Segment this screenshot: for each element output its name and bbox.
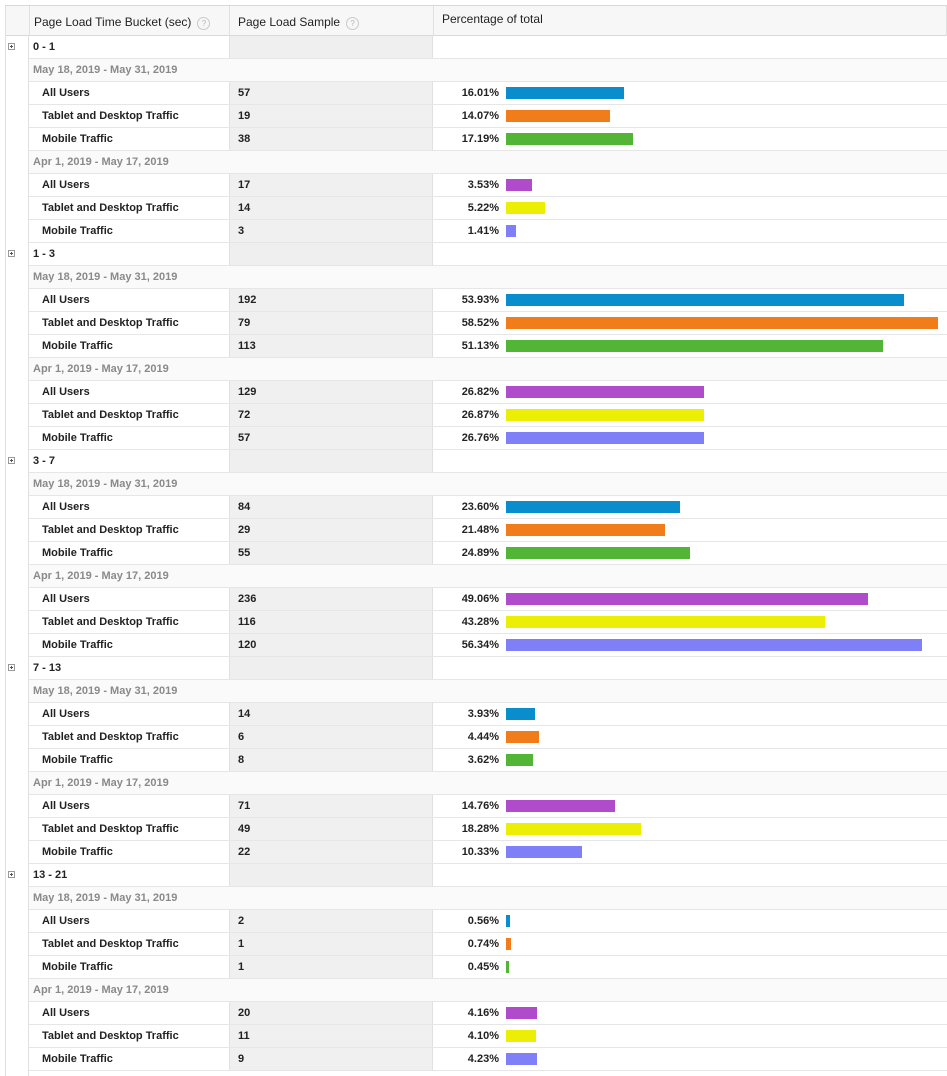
- percentage-bar: [506, 915, 510, 927]
- page-load-sample: 57: [229, 427, 433, 449]
- table-row[interactable]: [29, 611, 947, 634]
- percentage-value: 4.23%: [467, 1053, 499, 1065]
- bucket-label: 13 - 21: [33, 869, 68, 881]
- page-load-sample: 1: [229, 956, 433, 978]
- page-load-sample: 22: [229, 841, 433, 863]
- table-row[interactable]: [29, 634, 947, 657]
- date-range-label: Apr 1, 2019 - May 17, 2019: [33, 984, 169, 996]
- percentage-bar: [506, 938, 511, 950]
- percentage-value: 18.28%: [461, 823, 499, 835]
- page-load-sample: 38: [229, 128, 433, 150]
- segment-label: All Users: [42, 915, 90, 927]
- date-range-row: [29, 680, 947, 703]
- percentage-value: 3.53%: [467, 179, 499, 191]
- page-load-sample: 14: [229, 703, 433, 725]
- table-row[interactable]: [29, 197, 947, 220]
- percentage-value: 51.13%: [461, 340, 499, 352]
- date-range-row: [29, 565, 947, 588]
- segment-label: Tablet and Desktop Traffic: [42, 1030, 179, 1042]
- date-range-row: [29, 59, 947, 82]
- percentage-value: 16.01%: [461, 87, 499, 99]
- table-row[interactable]: [29, 933, 947, 956]
- page-load-sample: 113: [229, 335, 433, 357]
- date-range-label: May 18, 2019 - May 31, 2019: [33, 64, 178, 76]
- segment-label: All Users: [42, 593, 90, 605]
- percentage-value: 4.44%: [467, 731, 499, 743]
- date-range-label: May 18, 2019 - May 31, 2019: [33, 685, 178, 697]
- percentage-value: 43.28%: [461, 616, 499, 628]
- percentage-value: 1.41%: [467, 225, 499, 237]
- table-row[interactable]: [29, 1025, 947, 1048]
- page-load-sample: 116: [229, 611, 433, 633]
- percentage-bar: [506, 800, 615, 812]
- bucket-row[interactable]: [29, 657, 947, 680]
- segment-label: All Users: [42, 800, 90, 812]
- bucket-row[interactable]: [29, 243, 947, 266]
- segment-label: All Users: [42, 501, 90, 513]
- table-row[interactable]: [29, 496, 947, 519]
- table-row[interactable]: [29, 128, 947, 151]
- percentage-value: 5.22%: [467, 202, 499, 214]
- table-row[interactable]: [29, 82, 947, 105]
- column-header-label: Page Load Sample: [238, 15, 341, 29]
- page-load-sample: 192: [229, 289, 433, 311]
- help-icon[interactable]: ?: [197, 17, 210, 30]
- percentage-bar: [506, 225, 516, 237]
- date-range-row: [29, 151, 947, 174]
- page-load-sample: 72: [229, 404, 433, 426]
- help-icon[interactable]: ?: [346, 17, 359, 30]
- percentage-bar: [506, 1030, 536, 1042]
- percentage-bar: [506, 961, 509, 973]
- segment-label: Mobile Traffic: [42, 639, 113, 651]
- segment-label: Tablet and Desktop Traffic: [42, 938, 179, 950]
- table-row[interactable]: [29, 289, 947, 312]
- percentage-bar: [506, 616, 825, 628]
- column-header-percentage[interactable]: [433, 6, 947, 36]
- expand-column-header: [5, 6, 29, 36]
- table-row[interactable]: [29, 1002, 947, 1025]
- segment-label: All Users: [42, 1007, 90, 1019]
- percentage-value: 10.33%: [461, 846, 499, 858]
- percentage-bar: [506, 547, 690, 559]
- table-row[interactable]: [29, 312, 947, 335]
- segment-label: Mobile Traffic: [42, 340, 113, 352]
- page-load-sample: 8: [229, 749, 433, 771]
- bucket-row[interactable]: [29, 36, 947, 59]
- expand-icon[interactable]: [8, 43, 15, 50]
- date-range-row: [29, 358, 947, 381]
- percentage-value: 4.16%: [467, 1007, 499, 1019]
- table-row[interactable]: [29, 427, 947, 450]
- segment-label: Tablet and Desktop Traffic: [42, 524, 179, 536]
- bucket-sample-cell: [229, 450, 433, 472]
- column-header-label: Page Load Time Bucket (sec): [34, 15, 192, 29]
- percentage-bar: [506, 179, 532, 191]
- table-row[interactable]: [29, 956, 947, 979]
- percentage-bar: [506, 1007, 537, 1019]
- table-row[interactable]: [29, 381, 947, 404]
- percentage-bar: [506, 708, 535, 720]
- bucket-label: 7 - 13: [33, 662, 62, 674]
- percentage-value: 26.87%: [461, 409, 499, 421]
- table-row[interactable]: [29, 335, 947, 358]
- table-row[interactable]: [29, 404, 947, 427]
- segment-label: Mobile Traffic: [42, 1053, 113, 1065]
- page-load-sample: 2: [229, 910, 433, 932]
- expand-icon[interactable]: [8, 250, 15, 257]
- segment-label: Mobile Traffic: [42, 133, 113, 145]
- segment-label: Tablet and Desktop Traffic: [42, 317, 179, 329]
- percentage-bar: [506, 731, 539, 743]
- column-header-sample[interactable]: [229, 6, 433, 36]
- date-range-row: [29, 266, 947, 289]
- page-load-sample: 19: [229, 105, 433, 127]
- percentage-bar: [506, 294, 904, 306]
- segment-label: Tablet and Desktop Traffic: [42, 616, 179, 628]
- percentage-value: 3.62%: [467, 754, 499, 766]
- table-row[interactable]: [29, 588, 947, 611]
- percentage-bar: [506, 133, 633, 145]
- date-range-label: May 18, 2019 - May 31, 2019: [33, 892, 178, 904]
- percentage-value: 17.19%: [461, 133, 499, 145]
- date-range-row: [29, 772, 947, 795]
- page-load-sample: 1: [229, 933, 433, 955]
- page-load-sample: 79: [229, 312, 433, 334]
- segment-label: Tablet and Desktop Traffic: [42, 110, 179, 122]
- bucket-sample-cell: [229, 243, 433, 265]
- percentage-bar: [506, 317, 938, 329]
- percentage-value: 0.74%: [467, 938, 499, 950]
- segment-label: All Users: [42, 708, 90, 720]
- percentage-value: 26.76%: [461, 432, 499, 444]
- page-load-sample: 57: [229, 82, 433, 104]
- page-load-sample: 120: [229, 634, 433, 656]
- date-range-label: Apr 1, 2019 - May 17, 2019: [33, 570, 169, 582]
- page-load-sample: 71: [229, 795, 433, 817]
- percentage-bar: [506, 823, 641, 835]
- percentage-value: 14.07%: [461, 110, 499, 122]
- segment-label: All Users: [42, 294, 90, 306]
- bucket-label: 3 - 7: [33, 455, 56, 467]
- page-load-sample: 236: [229, 588, 433, 610]
- page-load-sample: 3: [229, 220, 433, 242]
- percentage-bar: [506, 846, 582, 858]
- page-load-sample: 14: [229, 197, 433, 219]
- table-row[interactable]: [29, 749, 947, 772]
- table-row[interactable]: [29, 220, 947, 243]
- segment-label: Mobile Traffic: [42, 754, 113, 766]
- percentage-value: 58.52%: [461, 317, 499, 329]
- date-range-row: [29, 979, 947, 1002]
- expand-icon[interactable]: [8, 664, 15, 671]
- page-load-sample: 11: [229, 1025, 433, 1047]
- percentage-bar: [506, 754, 533, 766]
- page-load-sample: 6: [229, 726, 433, 748]
- segment-label: All Users: [42, 87, 90, 99]
- bucket-sample-cell: [229, 864, 433, 886]
- percentage-bar: [506, 593, 868, 605]
- table-row[interactable]: [29, 795, 947, 818]
- percentage-bar: [506, 432, 704, 444]
- segment-label: Mobile Traffic: [42, 432, 113, 444]
- segment-label: Tablet and Desktop Traffic: [42, 731, 179, 743]
- date-range-label: May 18, 2019 - May 31, 2019: [33, 478, 178, 490]
- table-row[interactable]: [29, 703, 947, 726]
- percentage-value: 26.82%: [461, 386, 499, 398]
- percentage-value: 21.48%: [461, 524, 499, 536]
- table-row[interactable]: [29, 542, 947, 565]
- percentage-value: 0.45%: [467, 961, 499, 973]
- percentage-value: 4.10%: [467, 1030, 499, 1042]
- date-range-row: [29, 473, 947, 496]
- segment-label: Tablet and Desktop Traffic: [42, 409, 179, 421]
- percentage-value: 0.56%: [467, 915, 499, 927]
- bucket-sample-cell: [229, 657, 433, 679]
- page-load-sample: 17: [229, 174, 433, 196]
- expand-icon[interactable]: [8, 457, 15, 464]
- table-row[interactable]: [29, 818, 947, 841]
- segment-label: Mobile Traffic: [42, 225, 113, 237]
- percentage-bar: [506, 639, 922, 651]
- date-range-row: [29, 887, 947, 910]
- bucket-row[interactable]: [29, 864, 947, 887]
- column-header-label: Percentage of total: [442, 12, 543, 26]
- percentage-value: 49.06%: [461, 593, 499, 605]
- segment-label: Mobile Traffic: [42, 547, 113, 559]
- table-row[interactable]: [29, 910, 947, 933]
- segment-label: Mobile Traffic: [42, 846, 113, 858]
- date-range-label: Apr 1, 2019 - May 17, 2019: [33, 777, 169, 789]
- page-load-sample: 129: [229, 381, 433, 403]
- percentage-bar: [506, 386, 704, 398]
- percentage-bar: [506, 202, 545, 214]
- percentage-bar: [506, 110, 610, 122]
- percentage-bar: [506, 501, 680, 513]
- bucket-row[interactable]: [29, 450, 947, 473]
- date-range-label: Apr 1, 2019 - May 17, 2019: [33, 363, 169, 375]
- date-range-label: May 18, 2019 - May 31, 2019: [33, 271, 178, 283]
- page-load-sample: 84: [229, 496, 433, 518]
- table-row[interactable]: [29, 1048, 947, 1071]
- table-row[interactable]: [29, 519, 947, 542]
- percentage-value: 3.93%: [467, 708, 499, 720]
- percentage-bar: [506, 409, 704, 421]
- table-row[interactable]: [29, 841, 947, 864]
- percentage-bar: [506, 524, 665, 536]
- page-load-sample: 29: [229, 519, 433, 541]
- column-header-bucket[interactable]: [29, 6, 229, 36]
- segment-label: Tablet and Desktop Traffic: [42, 202, 179, 214]
- table-row[interactable]: [29, 174, 947, 197]
- percentage-bar: [506, 1053, 537, 1065]
- percentage-value: 24.89%: [461, 547, 499, 559]
- page-load-sample: 9: [229, 1048, 433, 1070]
- table-row[interactable]: [29, 105, 947, 128]
- page-load-sample: 20: [229, 1002, 433, 1024]
- bucket-sample-cell: [229, 36, 433, 58]
- percentage-bar: [506, 87, 624, 99]
- segment-label: All Users: [42, 179, 90, 191]
- expand-icon[interactable]: [8, 871, 15, 878]
- segment-label: Tablet and Desktop Traffic: [42, 823, 179, 835]
- segment-label: Mobile Traffic: [42, 961, 113, 973]
- table-row[interactable]: [29, 726, 947, 749]
- segment-label: All Users: [42, 386, 90, 398]
- date-range-label: Apr 1, 2019 - May 17, 2019: [33, 156, 169, 168]
- page-load-sample: 55: [229, 542, 433, 564]
- percentage-bar: [506, 340, 883, 352]
- expand-gutter: [5, 36, 29, 1076]
- page-load-sample: 49: [229, 818, 433, 840]
- percentage-value: 56.34%: [461, 639, 499, 651]
- percentage-value: 23.60%: [461, 501, 499, 513]
- bucket-label: 1 - 3: [33, 248, 56, 260]
- table-header: [5, 5, 947, 36]
- percentage-value: 14.76%: [461, 800, 499, 812]
- percentage-value: 53.93%: [461, 294, 499, 306]
- bucket-label: 0 - 1: [33, 41, 56, 53]
